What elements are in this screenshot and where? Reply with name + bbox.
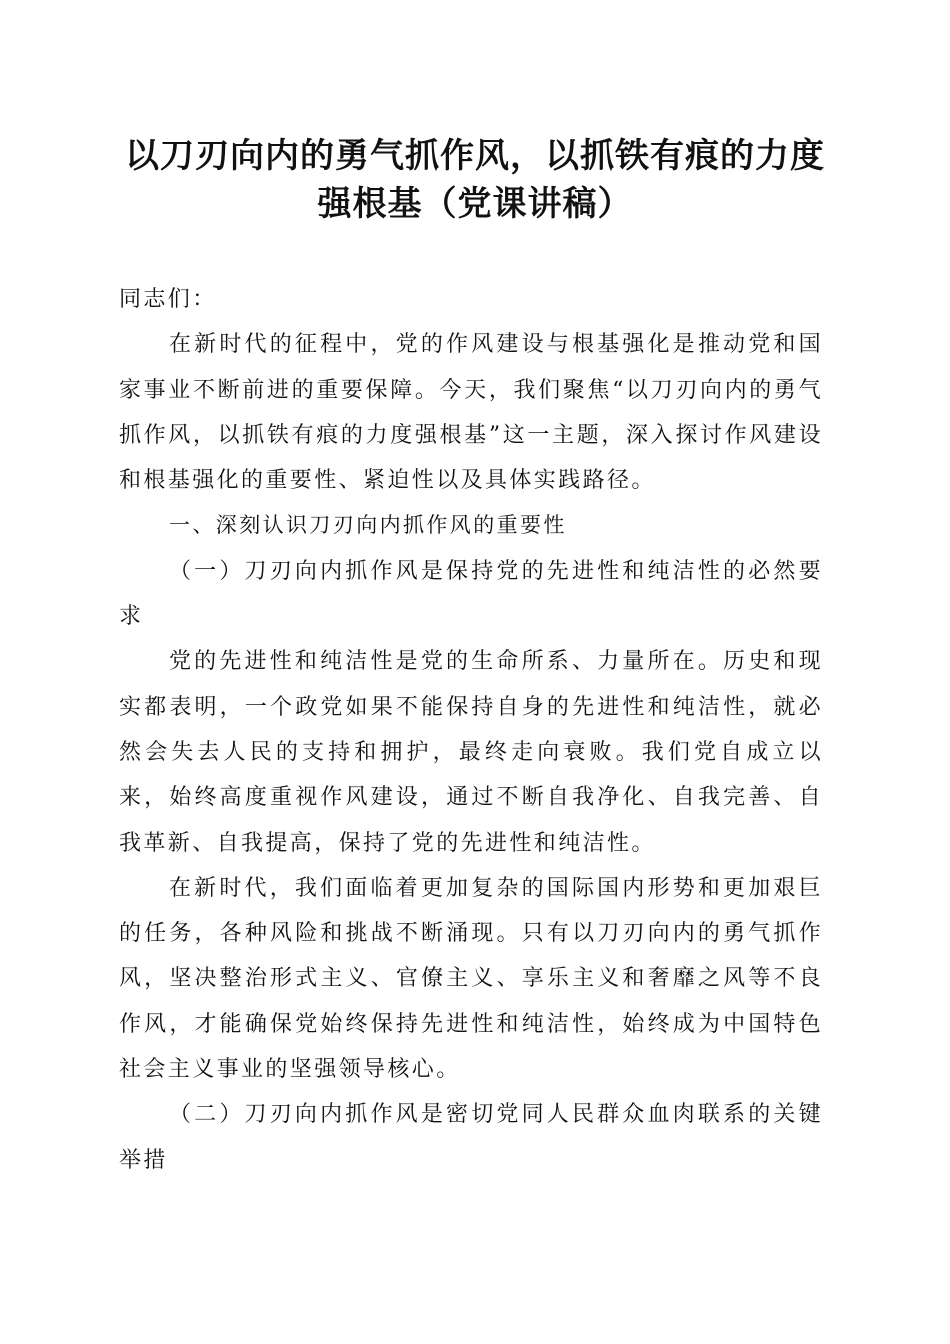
paragraph-2: 在新时代，我们面临着更加复杂的国际国内形势和更加艰巨的任务，各种风险和挑战不断涌现。只有以刀刃向内的勇气抓作风，坚决整治形式主义、官僚主义、享乐主义和奢靡之风等不良作风，才能确保党始终保持先进性和纯洁性，始终成为中国特色社会主义事业的坚强领导核心。 xyxy=(119,875,823,1083)
title-line-1: 以刀刃向内的勇气抓作风，以抓铁有痕的力度 xyxy=(125,136,825,176)
document-title xyxy=(100,132,850,228)
subsection-heading-1: （一）刀刃向内抓作风是保持党的先进性和纯洁性的必然要求 xyxy=(119,558,823,630)
document-body xyxy=(119,277,823,1183)
section-heading-1: 一、深刻认识刀刃向内抓作风的重要性 xyxy=(169,513,567,538)
paragraph-1: 党的先进性和纯洁性是党的生命所系、力量所在。历史和现实都表明，一个政党如果不能保持自身的先进性和纯洁性，就必然会失去人民的支持和拥护，最终走向衰败。我们党自成立以来，始终高度重视作风建设，通过不断自我净化、自我完善、自我革新、自我提高，保持了党的先进性和纯洁性。 xyxy=(119,649,823,856)
subsection-heading-2: （二）刀刃向内抓作风是密切党同人民群众血肉联系的关键举措 xyxy=(119,1102,823,1173)
title-line-2: 强根基（党课讲稿） xyxy=(317,184,633,224)
greeting: 同志们： xyxy=(119,287,217,312)
intro-paragraph: 在新时代的征程中，党的作风建设与根基强化是推动党和国家事业不断前进的重要保障。今天，我们聚焦“以刀刃向内的勇气抓作风，以抓铁有痕的力度强根基”这一主题，深入探讨作风建设和根基强化的重要性、紧迫性以及具体实践路径。 xyxy=(119,332,823,494)
